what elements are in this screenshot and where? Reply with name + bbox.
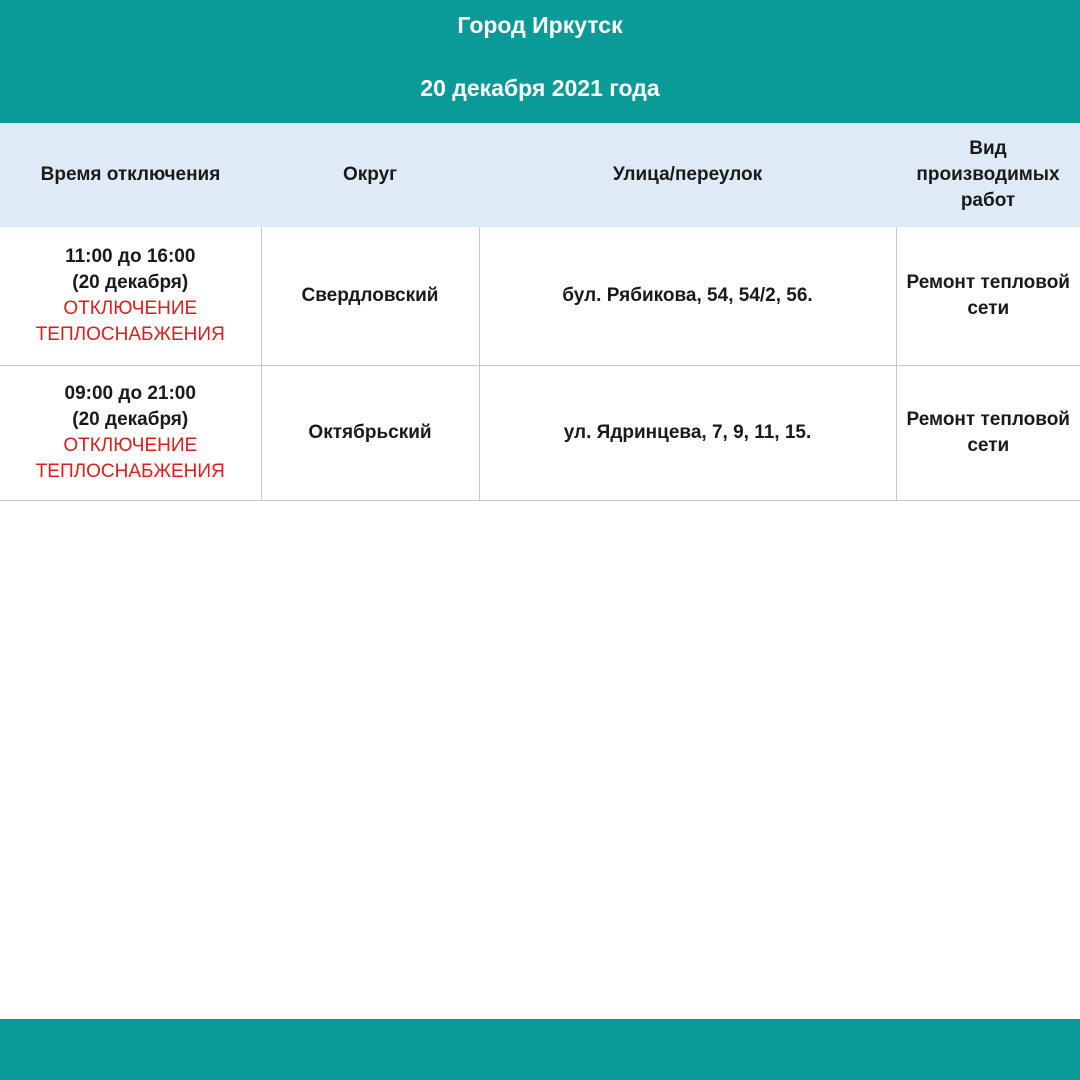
status-line: ОТКЛЮЧЕНИЕ	[63, 298, 198, 319]
table-row	[0, 366, 1080, 501]
column-header-street: Улица/переулок	[479, 123, 896, 227]
work-cell: Ремонт тепловой сети	[896, 366, 1080, 501]
time-day: (20 декабря)	[72, 272, 189, 293]
time-range: 09:00 до 21:00	[64, 383, 196, 404]
work-cell: Ремонт тепловой сети	[896, 227, 1080, 366]
district-cell: Октябрьский	[261, 366, 479, 501]
status-line: ТЕПЛОСНАБЖЕНИЯ	[35, 324, 225, 345]
table-header-row	[0, 123, 1080, 227]
time-day: (20 декабря)	[72, 409, 189, 430]
footer-bar	[0, 1019, 1080, 1080]
header-banner	[0, 0, 1080, 123]
status-line: ТЕПЛОСНАБЖЕНИЯ	[35, 461, 225, 482]
table-row	[0, 227, 1080, 366]
column-header-time: Время отключения	[0, 123, 261, 227]
outage-table	[0, 123, 1080, 501]
date-title: 20 декабря 2021 года	[420, 75, 660, 101]
time-cell	[0, 366, 261, 501]
street-cell: бул. Рябикова, 54, 54/2, 56.	[479, 227, 896, 366]
column-header-work: Вид производимых работ	[896, 123, 1080, 227]
street-cell: ул. Ядринцева, 7, 9, 11, 15.	[479, 366, 896, 501]
column-header-district: Округ	[261, 123, 479, 227]
city-title: Город Иркутск	[457, 12, 623, 38]
time-cell	[0, 227, 261, 366]
time-range: 11:00 до 16:00	[65, 246, 196, 267]
status-line: ОТКЛЮЧЕНИЕ	[63, 435, 198, 456]
district-cell: Свердловский	[261, 227, 479, 366]
